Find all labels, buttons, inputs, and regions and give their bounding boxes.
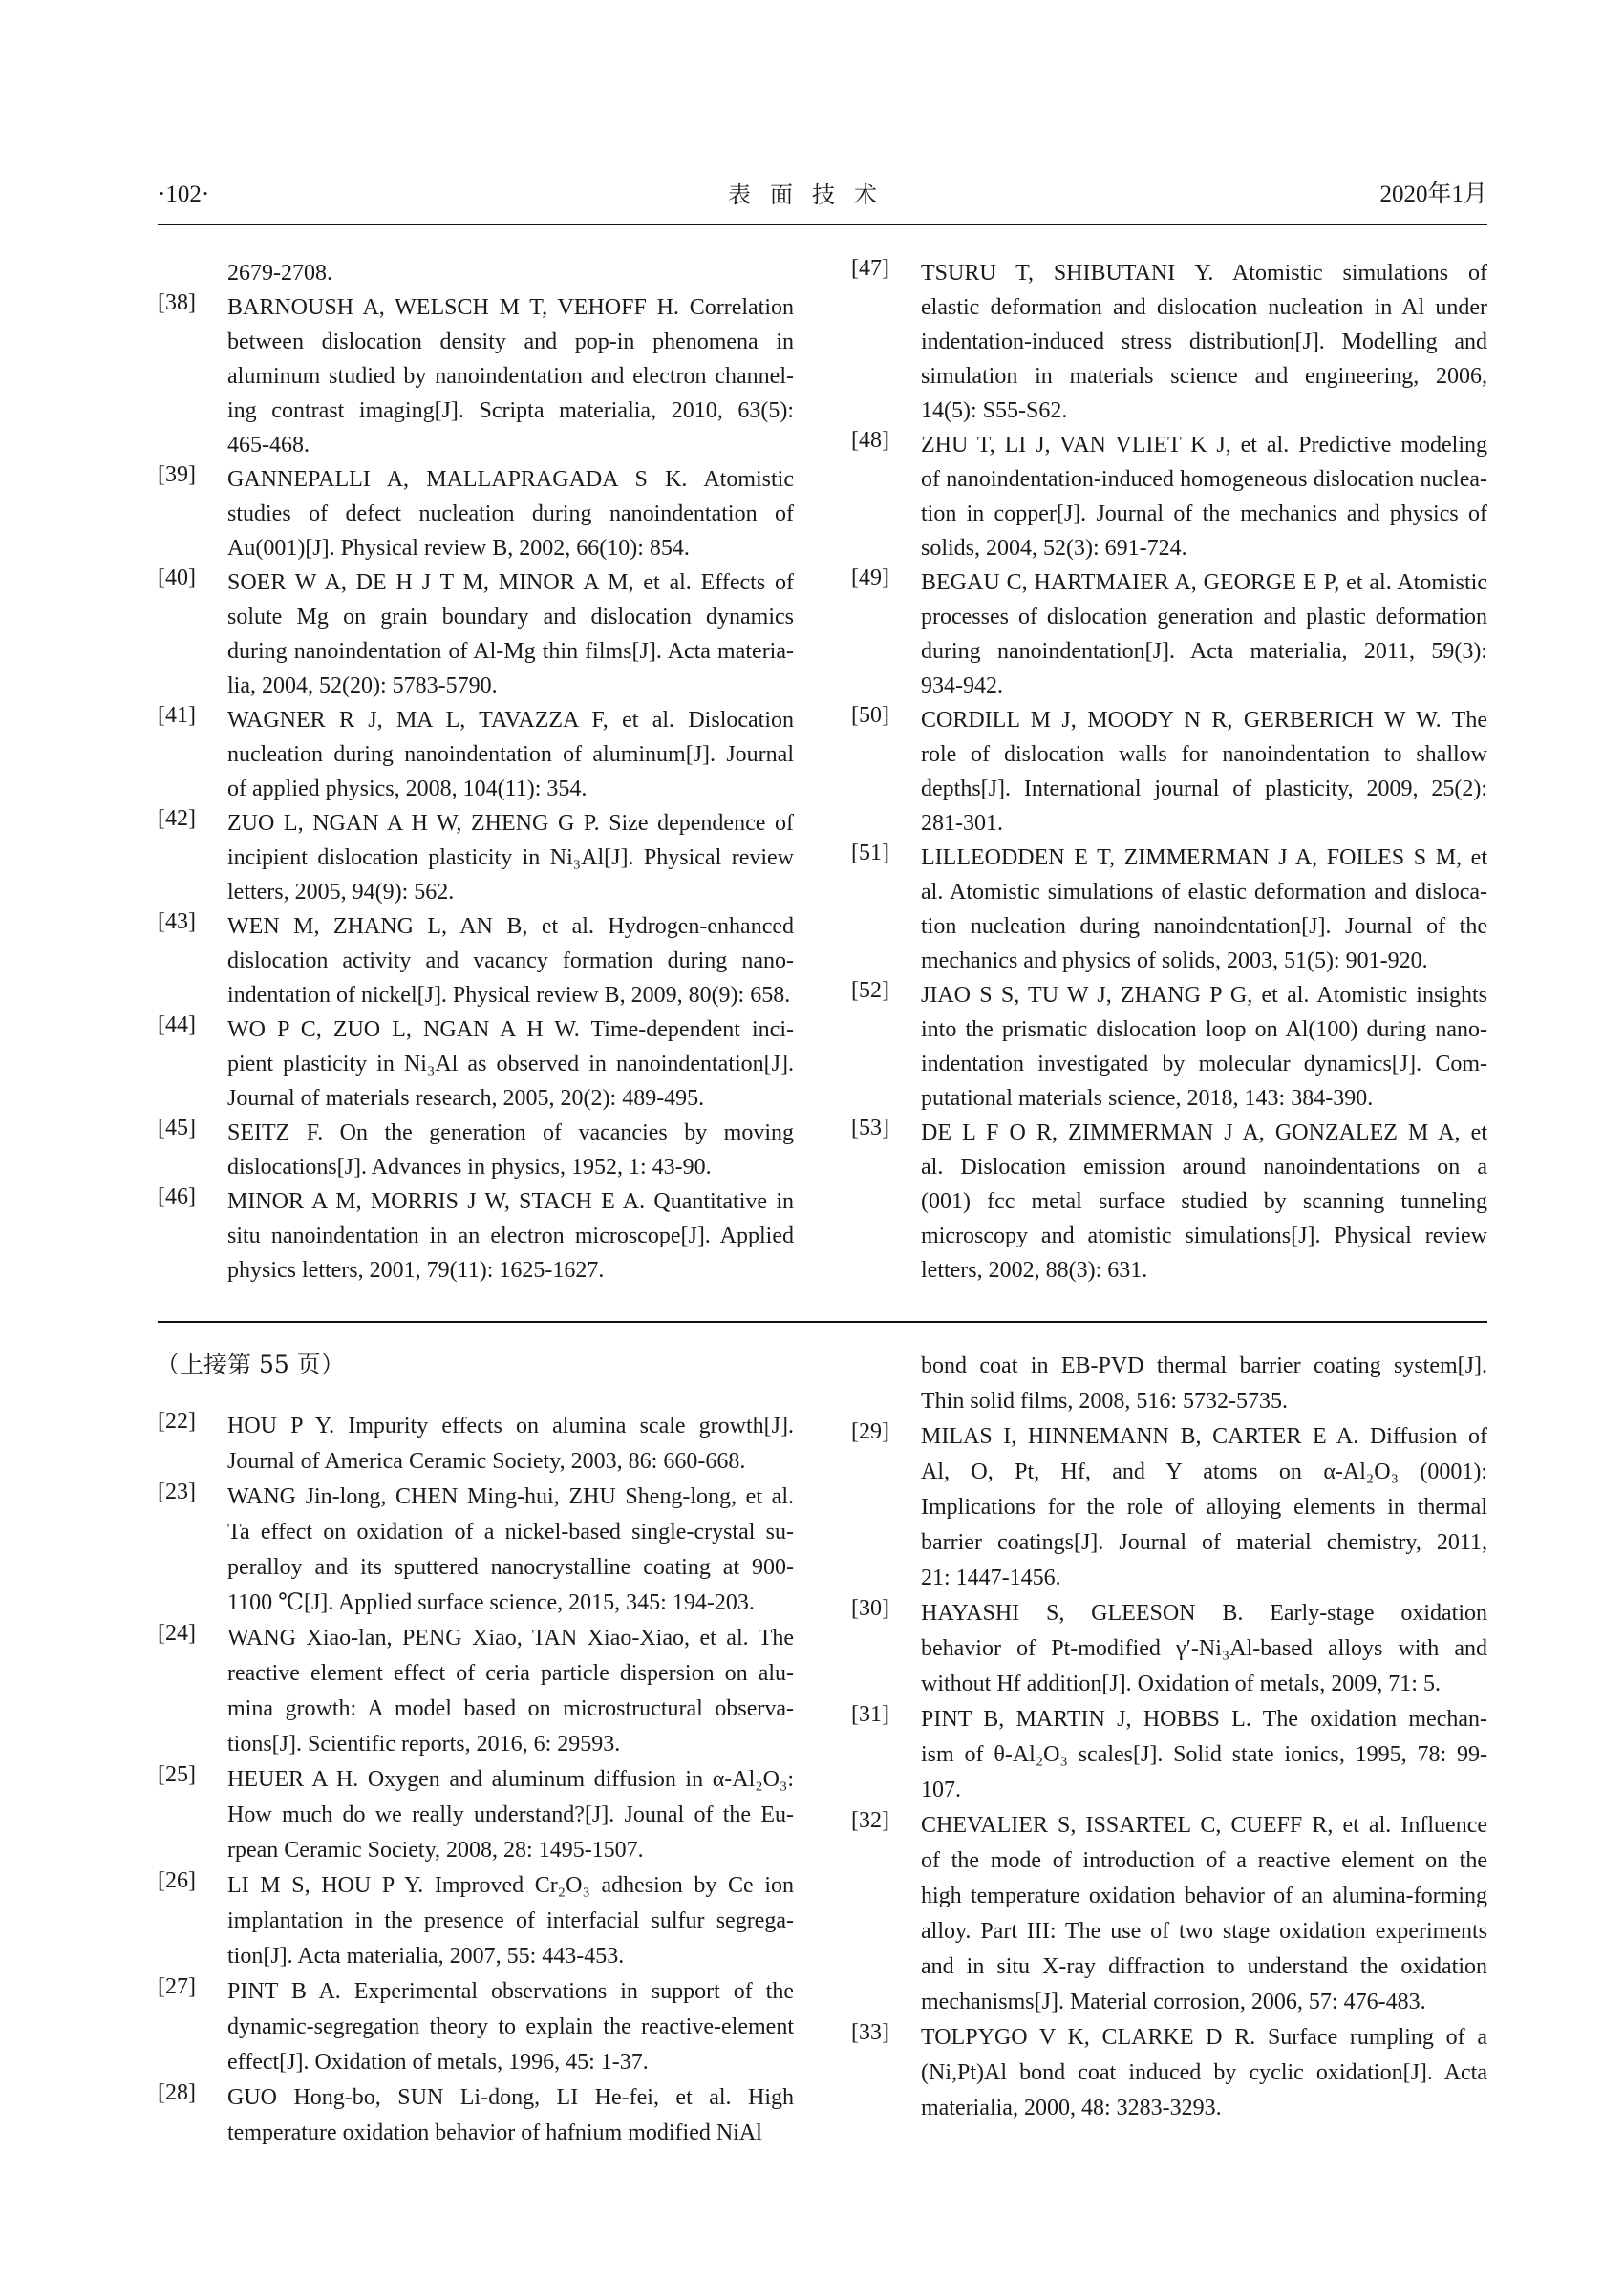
- reference-number: [46]: [158, 1184, 196, 1209]
- reference-entry: [158, 256, 794, 290]
- journal-title: 表面技术: [728, 181, 896, 208]
- reference-text-line: processes of dislocation generation and plastic deformation: [921, 605, 1487, 629]
- reference-entry: [158, 565, 794, 703]
- reference-text-line: during nanoindentation[J]. Acta materialia, 2011, 59(3):: [921, 639, 1487, 664]
- reference-text-line: aluminum studied by nanoindentation and electron channel-: [227, 364, 794, 389]
- reference-number: [42]: [158, 806, 196, 831]
- reference-text-line: of applied physics, 2008, 104(11): 354.: [227, 777, 588, 801]
- reference-text-line: physics letters, 2001, 79(11): 1625-1627.: [227, 1258, 605, 1283]
- reference-text-line: tion[J]. Acta materialia, 2007, 55: 443-453.: [227, 1944, 625, 1969]
- reference-text-line: situ nanoindentation in an electron microscope[J]. Applied: [227, 1224, 794, 1248]
- reference-column-bottom-right: [851, 1349, 1487, 2126]
- reference-text-line: into the prismatic dislocation loop on Al(100) during nano-: [921, 1017, 1487, 1042]
- reference-text-line: ZUO L, NGAN A H W, ZHENG G P. Size dependence of: [227, 811, 794, 836]
- reference-text-line: (Ni,Pt)Al bond coat induced by cyclic oxidation[J]. Acta: [921, 2060, 1487, 2085]
- reference-number: [52]: [851, 978, 889, 1003]
- reference-number: [41]: [158, 703, 196, 728]
- reference-number: [44]: [158, 1012, 196, 1037]
- reference-entry: [158, 2080, 794, 2151]
- reference-text-line: indentation of nickel[J]. Physical review B, 2009, 80(9): 658.: [227, 983, 791, 1008]
- reference-text-line: SOER W A, DE H J T M, MINOR A M, et al. Effects of: [227, 570, 794, 595]
- reference-entry: [851, 978, 1487, 1116]
- reference-text-line: alloy. Part III: The use of two stage oxidation experiments: [921, 1919, 1487, 1944]
- reference-number: [22]: [158, 1409, 196, 1434]
- reference-entry: [851, 428, 1487, 565]
- reference-column-top-left: [158, 256, 794, 1288]
- reference-entry: [158, 462, 794, 565]
- reference-text-line: peralloy and its sputtered nanocrystalline coating at 900-: [227, 1555, 794, 1580]
- reference-text-line: Ta effect on oxidation of a nickel-based single-crystal su-: [227, 1520, 794, 1545]
- reference-text-line: (001) fcc metal surface studied by scanning tunneling: [921, 1189, 1487, 1214]
- reference-text-line: al. Dislocation emission around nanoindentations on a: [921, 1155, 1487, 1180]
- reference-text-line: indentation investigated by molecular dynamics[J]. Com-: [921, 1052, 1487, 1076]
- reference-number: [26]: [158, 1868, 196, 1893]
- reference-text-line: behavior of Pt-modified γ′-Ni₃Al-based alloys with and: [921, 1636, 1487, 1661]
- reference-entry: [851, 565, 1487, 703]
- reference-number: [31]: [851, 1702, 889, 1727]
- reference-number: [29]: [851, 1419, 889, 1444]
- reference-text-line: SEITZ F. On the generation of vacancies by moving: [227, 1120, 794, 1145]
- reference-text-line: solute Mg on grain boundary and dislocation dynamics: [227, 605, 794, 629]
- reference-text-line: tion in copper[J]. Journal of the mechanics and physics of: [921, 501, 1487, 526]
- reference-number: [53]: [851, 1116, 889, 1140]
- reference-text-line: How much do we really understand?[J]. Jounal of the Eu-: [227, 1802, 794, 1827]
- reference-text-line: WANG Xiao-lan, PENG Xiao, TAN Xiao-Xiao, et al. The: [227, 1626, 794, 1651]
- reference-text-line: PINT B, MARTIN J, HOBBS L. The oxidation mechan-: [921, 1707, 1487, 1732]
- reference-text-line: MILAS I, HINNEMANN B, CARTER E A. Diffusion of: [921, 1424, 1487, 1449]
- reference-entry: [158, 1480, 794, 1621]
- reference-entry: [851, 1419, 1487, 1596]
- reference-text-line: without Hf addition[J]. Oxidation of metals, 2009, 71: 5.: [921, 1672, 1441, 1696]
- reference-text-line: WAGNER R J, MA L, TAVAZZA F, et al. Dislocation: [227, 708, 794, 733]
- reference-text-line: MINOR A M, MORRIS J W, STACH E A. Quantitative in: [227, 1189, 794, 1214]
- reference-text-line: mechanisms[J]. Material corrosion, 2006, 57: 476-483.: [921, 1990, 1426, 2014]
- reference-text-line: barrier coatings[J]. Journal of material chemistry, 2011,: [921, 1530, 1487, 1555]
- reference-text-line: role of dislocation walls for nanoindentation to shallow: [921, 742, 1487, 767]
- reference-text-line: dislocations[J]. Advances in physics, 1952, 1: 43-90.: [227, 1155, 712, 1180]
- reference-text-line: Journal of America Ceramic Society, 2003, 86: 660-668.: [227, 1449, 746, 1474]
- reference-text-line: DE L F O R, ZIMMERMAN J A, GONZALEZ M A, et: [921, 1120, 1487, 1145]
- reference-number: [24]: [158, 1621, 196, 1646]
- reference-text-line: 934-942.: [921, 673, 1003, 698]
- reference-number: [27]: [158, 1974, 196, 1999]
- reference-text-line: studies of defect nucleation during nanoindentation of: [227, 501, 794, 526]
- reference-text-line: WO P C, ZUO L, NGAN A H W. Time-dependent inci-: [227, 1017, 794, 1042]
- reference-text-line: Implications for the role of alloying elements in thermal: [921, 1495, 1487, 1520]
- reference-entry: [158, 806, 794, 909]
- reference-text-line: HEUER A H. Oxygen and aluminum diffusion in α-Al₂O₃:: [227, 1767, 794, 1792]
- reference-text-line: ing contrast imaging[J]. Scripta materialia, 2010, 63(5):: [227, 398, 794, 423]
- reference-text-line: bond coat in EB-PVD thermal barrier coating system[J].: [921, 1353, 1487, 1378]
- reference-text-line: TSURU T, SHIBUTANI Y. Atomistic simulations of: [921, 261, 1487, 286]
- reference-text-line: high temperature oxidation behavior of an alumina-forming: [921, 1884, 1487, 1908]
- reference-text-line: Thin solid films, 2008, 516: 5732-5735.: [921, 1389, 1288, 1414]
- reference-text-line: HAYASHI S, GLEESON B. Early-stage oxidation: [921, 1601, 1487, 1626]
- reference-entry: [851, 2020, 1487, 2126]
- reference-text-line: letters, 2005, 94(9): 562.: [227, 880, 455, 905]
- reference-number: [33]: [851, 2020, 889, 2045]
- reference-number: [45]: [158, 1116, 196, 1140]
- reference-text-line: temperature oxidation behavior of hafnium modified NiAl: [227, 2120, 762, 2145]
- reference-text-line: dislocation activity and vacancy formation during nano-: [227, 948, 794, 973]
- reference-entry: [158, 1012, 794, 1116]
- reference-text-line: microscopy and atomistic simulations[J]. Physical review: [921, 1224, 1487, 1248]
- reference-text-line: WANG Jin-long, CHEN Ming-hui, ZHU Sheng-long, et al.: [227, 1484, 794, 1509]
- reference-text-line: simulation in materials science and engineering, 2006,: [921, 364, 1487, 389]
- reference-entry: [851, 1116, 1487, 1288]
- reference-text-line: LI M S, HOU P Y. Improved Cr₂O₃ adhesion by Ce ion: [227, 1873, 794, 1898]
- section-divider: [158, 1321, 1487, 1323]
- reference-entry: [851, 256, 1487, 428]
- reference-text-line: materialia, 2000, 48: 3283-3293.: [921, 2096, 1222, 2120]
- reference-number: [28]: [158, 2080, 196, 2105]
- reference-entry: [158, 703, 794, 806]
- reference-text-line: ZHU T, LI J, VAN VLIET K J, et al. Predictive modeling: [921, 433, 1487, 458]
- reference-entry: [851, 1702, 1487, 1808]
- reference-entry: [851, 841, 1487, 978]
- reference-text-line: BARNOUSH A, WELSCH M T, VEHOFF H. Correlation: [227, 295, 794, 320]
- reference-number: [30]: [851, 1596, 889, 1621]
- reference-text-line: implantation in the presence of interfacial sulfur segrega-: [227, 1908, 794, 1933]
- reference-text-line: 107.: [921, 1778, 961, 1802]
- reference-text-line: nucleation during nanoindentation of aluminum[J]. Journal: [227, 742, 794, 767]
- reference-text-line: GANNEPALLI A, MALLAPRAGADA S K. Atomistic: [227, 467, 794, 492]
- reference-entry: [158, 909, 794, 1012]
- reference-entry: [158, 290, 794, 462]
- reference-entry: [851, 1596, 1487, 1702]
- reference-text-line: during nanoindentation of Al-Mg thin films[J]. Acta materia-: [227, 639, 794, 664]
- reference-text-line: indentation-induced stress distribution[J]. Modelling and: [921, 330, 1487, 354]
- reference-text-line: CHEVALIER S, ISSARTEL C, CUEFF R, et al. Influence: [921, 1813, 1487, 1838]
- reference-text-line: al. Atomistic simulations of elastic deformation and disloca-: [921, 880, 1487, 905]
- reference-text-line: lia, 2004, 52(20): 5783-5790.: [227, 673, 498, 698]
- reference-text-line: TOLPYGO V K, CLARKE D R. Surface rumpling of a: [921, 2025, 1487, 2050]
- reference-text-line: 281-301.: [921, 811, 1003, 836]
- reference-entry: [158, 1621, 794, 1762]
- continued-from-note: （上接第 55 页）: [156, 1351, 345, 1378]
- reference-text-line: Au(001)[J]. Physical review B, 2002, 66(10): 854.: [227, 536, 690, 561]
- reference-entry: [158, 1762, 794, 1868]
- page-number: ·102·: [158, 181, 210, 207]
- reference-text-line: 1100 ℃[J]. Applied surface science, 2015, 345: 194-203.: [227, 1590, 755, 1615]
- reference-number: [40]: [158, 565, 196, 590]
- reference-column-top-right: [851, 256, 1487, 1288]
- reference-text-line: effect[J]. Oxidation of metals, 1996, 45: 1-37.: [227, 2050, 649, 2075]
- reference-number: [23]: [158, 1480, 196, 1504]
- issue-date: 2020年1月: [1379, 181, 1487, 207]
- reference-text-line: dynamic-segregation theory to explain the reactive-element: [227, 2014, 794, 2039]
- reference-entry: [851, 703, 1487, 841]
- reference-entry: [158, 1974, 794, 2080]
- reference-text-line: letters, 2002, 88(3): 631.: [921, 1258, 1148, 1283]
- reference-number: [49]: [851, 565, 889, 590]
- reference-text-line: GUO Hong-bo, SUN Li-dong, LI He-fei, et al. High: [227, 2085, 794, 2110]
- reference-text-line: mechanics and physics of solids, 2003, 51(5): 901-920.: [921, 948, 1428, 973]
- reference-text-line: WEN M, ZHANG L, AN B, et al. Hydrogen-enhanced: [227, 914, 794, 939]
- reference-text-line: of nanoindentation-induced homogeneous dislocation nuclea-: [921, 467, 1487, 492]
- reference-number: [48]: [851, 428, 889, 453]
- reference-number: [39]: [158, 462, 196, 487]
- reference-text-line: 465-468.: [227, 433, 310, 458]
- reference-text-line: JIAO S S, TU W J, ZHANG P G, et al. Atomistic insights: [921, 983, 1487, 1008]
- reference-text-line: putational materials science, 2018, 143: 384-390.: [921, 1086, 1374, 1111]
- reference-number: [32]: [851, 1808, 889, 1833]
- reference-text-line: 14(5): S55-S62.: [921, 398, 1068, 423]
- reference-text-line: reactive element effect of ceria particle dispersion on alu-: [227, 1661, 794, 1686]
- reference-text-line: depths[J]. International journal of plasticity, 2009, 25(2):: [921, 777, 1487, 801]
- reference-entry: [158, 1184, 794, 1288]
- reference-text-line: rpean Ceramic Society, 2008, 28: 1495-1507.: [227, 1838, 644, 1863]
- reference-entry: [851, 1808, 1487, 2020]
- reference-column-bottom-left: [158, 1409, 794, 2151]
- reference-number: [25]: [158, 1762, 196, 1787]
- reference-text-line: LILLEODDEN E T, ZIMMERMAN J A, FOILES S M, et: [921, 845, 1487, 870]
- reference-entry: [158, 1116, 794, 1184]
- reference-text-line: pient plasticity in Ni₃Al as observed in nanoindentation[J].: [227, 1052, 794, 1076]
- reference-number: [38]: [158, 290, 196, 315]
- reference-text-line: tion nucleation during nanoindentation[J]. Journal of the: [921, 914, 1487, 939]
- reference-text-line: of the mode of introduction of a reactive element on the: [921, 1848, 1487, 1873]
- header-rule: [158, 224, 1487, 225]
- reference-text-line: ism of θ-Al₂O₃ scales[J]. Solid state ionics, 1995, 78: 99-: [921, 1742, 1487, 1767]
- reference-number: [50]: [851, 703, 889, 728]
- reference-number: [43]: [158, 909, 196, 934]
- reference-text-line: CORDILL M J, MOODY N R, GERBERICH W W. The: [921, 708, 1487, 733]
- reference-text-line: Journal of materials research, 2005, 20(2): 489-495.: [227, 1086, 705, 1111]
- reference-text-line: elastic deformation and dislocation nucleation in Al under: [921, 295, 1487, 320]
- reference-text-line: PINT B A. Experimental observations in support of the: [227, 1979, 794, 2004]
- reference-text-line: 2679-2708.: [227, 261, 332, 286]
- reference-entry: [851, 1349, 1487, 1419]
- reference-text-line: solids, 2004, 52(3): 691-724.: [921, 536, 1187, 561]
- reference-text-line: between dislocation density and pop-in phenomena in: [227, 330, 794, 354]
- reference-entry: [158, 1409, 794, 1480]
- reference-text-line: HOU P Y. Impurity effects on alumina scale growth[J].: [227, 1414, 794, 1438]
- reference-text-line: and in situ X-ray diffraction to understand the oxidation: [921, 1954, 1487, 1979]
- reference-text-line: tions[J]. Scientific reports, 2016, 6: 29593.: [227, 1732, 621, 1757]
- reference-entry: [158, 1868, 794, 1974]
- reference-number: [47]: [851, 256, 889, 281]
- reference-text-line: 21: 1447-1456.: [921, 1566, 1061, 1590]
- reference-number: [51]: [851, 841, 889, 865]
- reference-text-line: mina growth: A model based on microstructural observa-: [227, 1696, 794, 1721]
- reference-text-line: incipient dislocation plasticity in Ni₃Al[J]. Physical review: [227, 845, 794, 870]
- reference-text-line: BEGAU C, HARTMAIER A, GEORGE E P, et al. Atomistic: [921, 570, 1487, 595]
- reference-text-line: Al, O, Pt, Hf, and Y atoms on α-Al₂O₃ (0001):: [921, 1460, 1487, 1484]
